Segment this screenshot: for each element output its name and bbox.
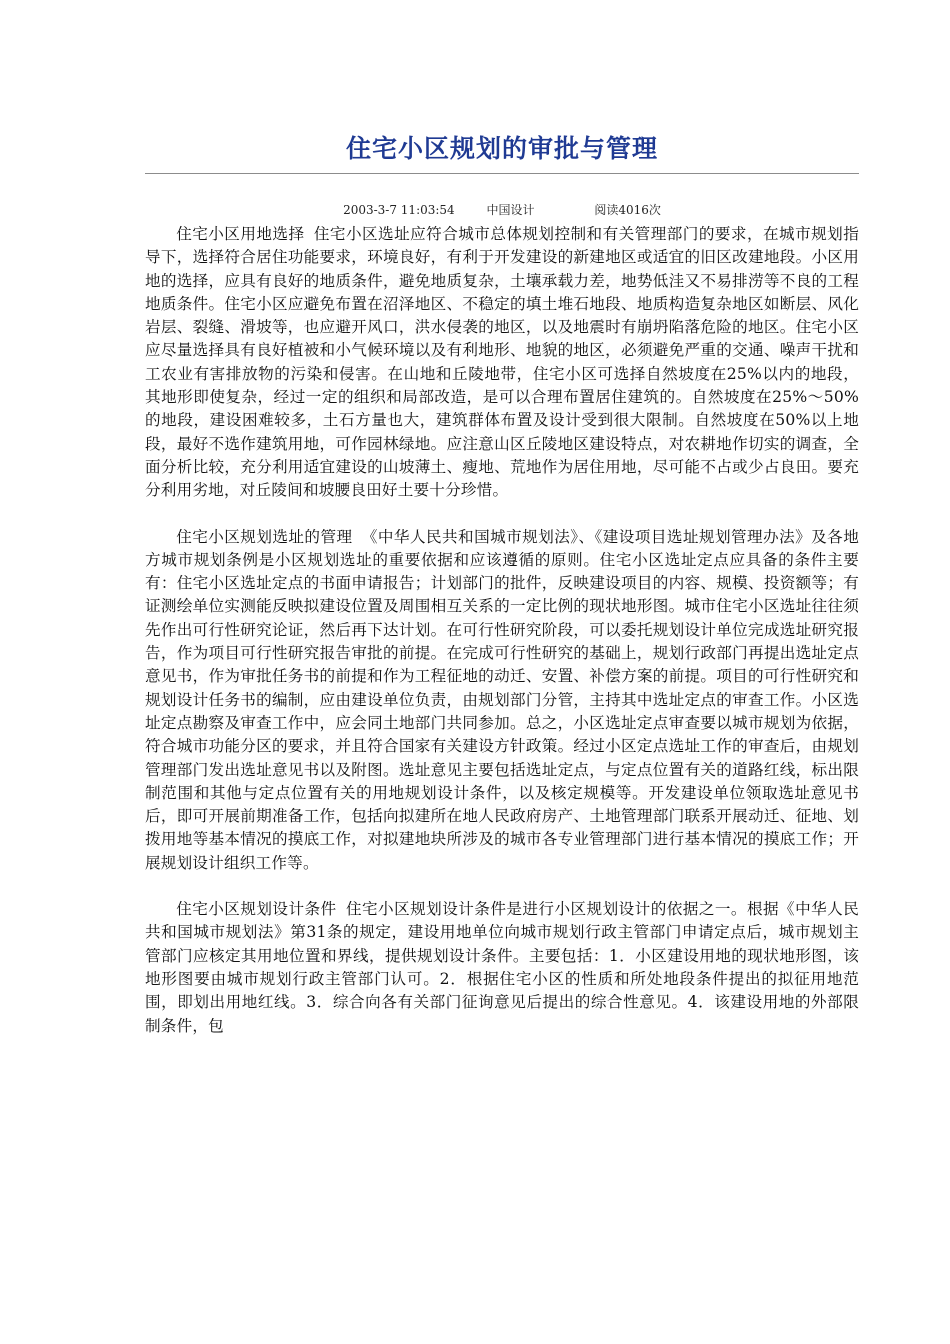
read-count: 阅读4016次 bbox=[594, 203, 661, 217]
article-body bbox=[145, 223, 859, 1038]
title-divider bbox=[145, 173, 859, 174]
paragraph-heading: 住宅小区规划设计条件 bbox=[176, 900, 337, 919]
paragraph-heading: 住宅小区用地选择 bbox=[176, 225, 305, 243]
paragraph-site-management bbox=[145, 526, 859, 875]
paragraph-text: 《中华人民共和国城市规划法》、《建设项目选址规划管理办法》及各地方城市规划条例是小区规划选址的重要依据和应该遵循的原则。住宅小区选址定点应具备的条件主要有：住宅小区选址定点的书面申请报告；计划部门的批件，反映建设项目的内容、规模、投资额等；有证测绘单位实测能反映拟建设位置及周围相互关系的一定比例的现状地形图。城市住宅小区选址往往须先作出可行性研究论证，然后再下达计划。在可行性研究阶段，可以委托规划设计单位完成选址研究报告，作为项目可行性研究报告审批的前提。在完成可行性研究的基础上，规划行政部门再提出选址定点意见书，作为审批任务书的前提和作为工程征地的动迁、安置、补偿方案的前提。项目的可行性研究和规划设计任务书的编制，应由建设单位负责，由规划部门分管，主持其中选址定点的审查工作。小区选址定点勘察及审查工作中，应会同土地部门共同参加。总之，小区选址定点审查要以城市规划为依据，符合城市功能分区的要求，并且符合国家有关建设方针政策。经过小区定点选址工作的审查后，由规划管理部门发出选址意见书以及附图。选址意见主要包括选址定点，与定点位置有关的道路红线，标出限制范围和其他与定点位置有关的用地规划设计条件，以及核定规模等。开发建设单位领取选址意见书后，即可开展前期准备工作，包括向拟建所在地人民政府房产、土地管理部门联系开展动迁、征地、划拨用地等基本情况的摸底工作，对拟建地块所涉及的城市各专业管理部门进行基本情况的摸底工作；开展规划设计组织工作等。 bbox=[145, 527, 859, 872]
document-title: 住宅小区规划的审批与管理 bbox=[345, 134, 658, 163]
publish-date: 2003-3-7 11:03:54 bbox=[343, 203, 455, 217]
paragraph-heading: 住宅小区规划选址的管理 bbox=[176, 527, 353, 546]
document-page bbox=[145, 0, 859, 1038]
article-meta bbox=[145, 201, 859, 219]
paragraph-text: 住宅小区选址应符合城市总体规划控制和有关管理部门的要求，在城市规划指导下，选择符合居住功能要求，环境良好，有利于开发建设的新建地区或适宜的旧区改建地段。小区用地的选择，应具有良好的地质条件，避免地质复杂，土壤承载力差，地势低洼又不易排涝等不良的工程地质条件。住宅小区应避免布置在沼泽地区、不稳定的填土堆石地段、地质构造复杂地区如断层、风化岩层、裂缝、滑坡等，也应避开风口，洪水侵袭的地区，以及地震时有崩坍陷落危险的地区。住宅小区应尽量选择具有良好植被和小气候环境以及有利地形、地貌的地区，必须避免严重的交通、噪声干扰和工农业有害排放物的污染和侵害。在山地和丘陵地带，住宅小区可选择自然坡度在25%以内的地段，其地形即使复杂，经过一定的组织和局部改造，是可以合理布置居住建筑的。自然坡度在25%～50%的地段，建设困难较多，土石方量也大，建筑群体布置及设计受到很大限制。自然坡度在50%以上地段，最好不选作建筑用地，可作园林绿地。应注意山区丘陵地区建设特点，对农耕地作切实的调查，全面分析比较，充分利用适宜建设的山坡薄土、瘦地、荒地作为居住用地，尽可能不占或少占良田。要充分利用劣地，对丘陵间和坡腰良田好土要十分珍惜。 bbox=[145, 225, 859, 500]
paragraph-site-selection bbox=[145, 223, 859, 503]
article-source: 中国设计 bbox=[486, 203, 535, 217]
paragraph-design-conditions bbox=[145, 898, 859, 1038]
paragraph-text: 住宅小区规划设计条件是进行小区规划设计的依据之一。根据《中华人民共和国城市规划法》第31条的规定，建设用地单位向城市规划行政主管部门申请定点后，城市规划主管部门应核定其用地位置和界线，提供规划设计条件。主要包括：1．小区建设用地的现状地形图，该地形图要由城市规划行政主管部门认可。2．根据住宅小区的性质和所处地段条件提出的拟征用地范围，即划出用地红线。3．综合向各有关部门征询意见后提出的综合性意见。4．该建设用地的外部限制条件，包 bbox=[145, 900, 859, 1035]
